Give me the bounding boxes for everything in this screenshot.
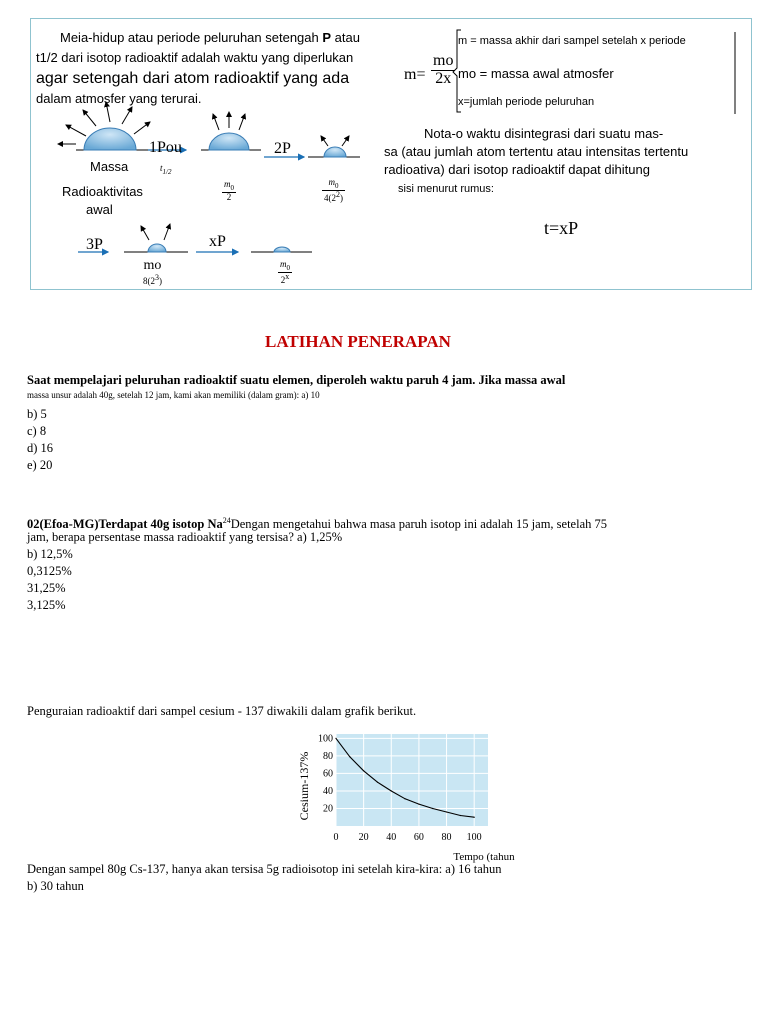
chart-xtick-label: 60: [413, 832, 424, 843]
chart-xtick-label: 80: [441, 832, 452, 843]
t-half: t: [160, 163, 163, 173]
frac-den: 2: [226, 192, 232, 203]
frac-den-end: ): [159, 275, 162, 286]
q2-sup: 24: [222, 516, 231, 525]
legend-line-1: m = massa akhir dari sampel setelah x periode: [458, 35, 686, 47]
chart-point: [432, 808, 433, 809]
chart-xlabel: Tempo (tahun: [453, 851, 515, 863]
para-text: Meia-hidup atau periode peluruhan setengah: [60, 30, 319, 45]
fraction-mo-over-8-2cube: [141, 259, 164, 289]
chart-ytick-label: 80: [323, 750, 333, 762]
chart-ytick-label: 100: [318, 733, 333, 745]
chart-point: [460, 815, 461, 816]
fraction-m0-over-4-2sq: [322, 178, 345, 204]
frac-num-sub: 0: [286, 263, 290, 272]
q3-stem: Dengan sampel 80g Cs-137, hanya akan tersisa 5g radioisotop ini setelah kira-kira: a) 16 tahun: [27, 862, 502, 876]
q1-stem-small: massa unsur adalah 40g, setelah 12 jam, kami akan memiliki (dalam gram): a) 10: [27, 390, 320, 400]
frac-num: m: [328, 177, 335, 187]
q2-option: 3,125%: [27, 598, 66, 612]
q1-option: c) 8: [27, 424, 47, 438]
frac-num: m: [224, 179, 231, 189]
chart-xtick-label: 0: [333, 832, 339, 843]
formula-den: 2x: [435, 69, 452, 87]
q3-option: b) 30 tahun: [27, 879, 84, 893]
step-3p: 3P: [86, 236, 103, 253]
formula-t-equals-xp: t=xP: [544, 218, 579, 238]
frac-num: mo: [143, 258, 162, 273]
formula-num: mo: [433, 52, 454, 69]
legend-bracket-right: [733, 30, 741, 116]
chart-point: [335, 738, 336, 739]
legend-line-3: x=jumlah periode peluruhan: [458, 96, 595, 108]
frac-den-end: ): [340, 193, 343, 204]
legend-line-2: mo = massa awal atmosfer: [458, 66, 614, 81]
chart-ytick-label: 20: [323, 803, 333, 815]
q2-options: [27, 546, 73, 614]
para-bold-p: P: [322, 30, 332, 45]
formula-lhs: m=: [404, 66, 426, 83]
q2-option: 0,3125%: [27, 564, 72, 578]
figure-para-line-3: agar setengah dari atom radioaktif yang ada: [36, 70, 350, 87]
frac-den: 8(2: [143, 275, 155, 286]
step-xp: xP: [209, 233, 226, 250]
q1-option: d) 16: [27, 441, 54, 455]
chart-point: [404, 798, 405, 799]
frac-den-sup: 3: [155, 272, 159, 282]
frac-num: m: [280, 259, 287, 269]
chart-ytick-label: 40: [323, 785, 333, 797]
q1-option: b) 5: [27, 407, 47, 421]
chart-xtick-label: 20: [358, 832, 369, 843]
q2-line1: Dengan mengetahui bahwa masa paruh isotop ini adalah 15 jam, setelah 75: [230, 517, 607, 532]
chart-point: [446, 811, 447, 812]
question-1: [27, 372, 747, 389]
nota-line-4: sisi menurut rumus:: [398, 183, 494, 195]
q2-option: b) 12,5%: [27, 547, 73, 561]
chart-plot-area: [336, 734, 488, 826]
chart-ylabel: Cesium-137%: [297, 751, 311, 821]
t-half-label: [160, 163, 171, 176]
chart-point: [418, 803, 419, 804]
chart-point: [363, 770, 364, 771]
nota-line-2: sa (atau jumlah atom tertentu atau intensitas tertentu: [384, 144, 689, 159]
step-1pou: 1Pou: [149, 139, 182, 156]
t-half-sub: 1/2: [162, 167, 172, 176]
figure-para-line-2: t1/2 dari isotop radioaktif adalah waktu yang diperlukan: [36, 50, 354, 65]
figure-para-line-4: dalam atmosfer yang terurai.: [36, 91, 202, 106]
radio-label-1: Radioaktivitas: [62, 184, 143, 199]
frac-num-sub: 0: [230, 183, 234, 192]
massa-label: Massa: [90, 159, 129, 174]
chart-point: [377, 782, 378, 783]
chart-point: [349, 756, 350, 757]
fraction-m0-over-2x: [278, 260, 292, 286]
q1-options: [27, 406, 53, 474]
figure-para-line-1: [60, 30, 360, 45]
q1-option: e) 20: [27, 458, 53, 472]
chart-point: [474, 817, 475, 818]
q3-intro: Penguraian radioaktif dari sampel cesium - 137 diwakili dalam grafik berikut.: [27, 704, 417, 718]
chart-xtick-label: 100: [466, 832, 482, 843]
chart-point: [391, 790, 392, 791]
q2-line2: jam, berapa persentase massa radioaktif yang tersisa? a) 1,25%: [27, 530, 343, 544]
chart-ytick-label: 60: [323, 768, 333, 780]
nota-line-1: Nota-o waktu disintegrasi dari suatu mas-: [424, 126, 664, 141]
frac-den-sup: x: [285, 272, 290, 282]
frac-num-sub: 0: [335, 181, 339, 190]
section-title: LATIHAN PENERAPAN: [265, 332, 451, 351]
frac-den: 2: [280, 275, 286, 286]
frac-den: 4(2: [324, 193, 336, 204]
frac-den-sup: 2: [336, 190, 340, 200]
step-2p: 2P: [274, 140, 291, 157]
fraction-m0-over-2: [222, 180, 236, 203]
nota-line-3: radioativa) dari isotop radioaktif dapat dihitung: [384, 162, 650, 177]
para-text: atau: [334, 30, 360, 45]
q2-prefix: 02(Efoa-MG)Terdapat 40g isotop Na: [27, 517, 223, 532]
radio-label-2: awal: [86, 202, 113, 217]
cesium-chart: [296, 720, 515, 863]
q2-option: 31,25%: [27, 581, 66, 595]
chart-xtick-label: 40: [386, 832, 397, 843]
q1-stem: Saat mempelajari peluruhan radioaktif suatu elemen, diperoleh waktu paruh 4 jam. Jika massa awal: [27, 373, 566, 387]
